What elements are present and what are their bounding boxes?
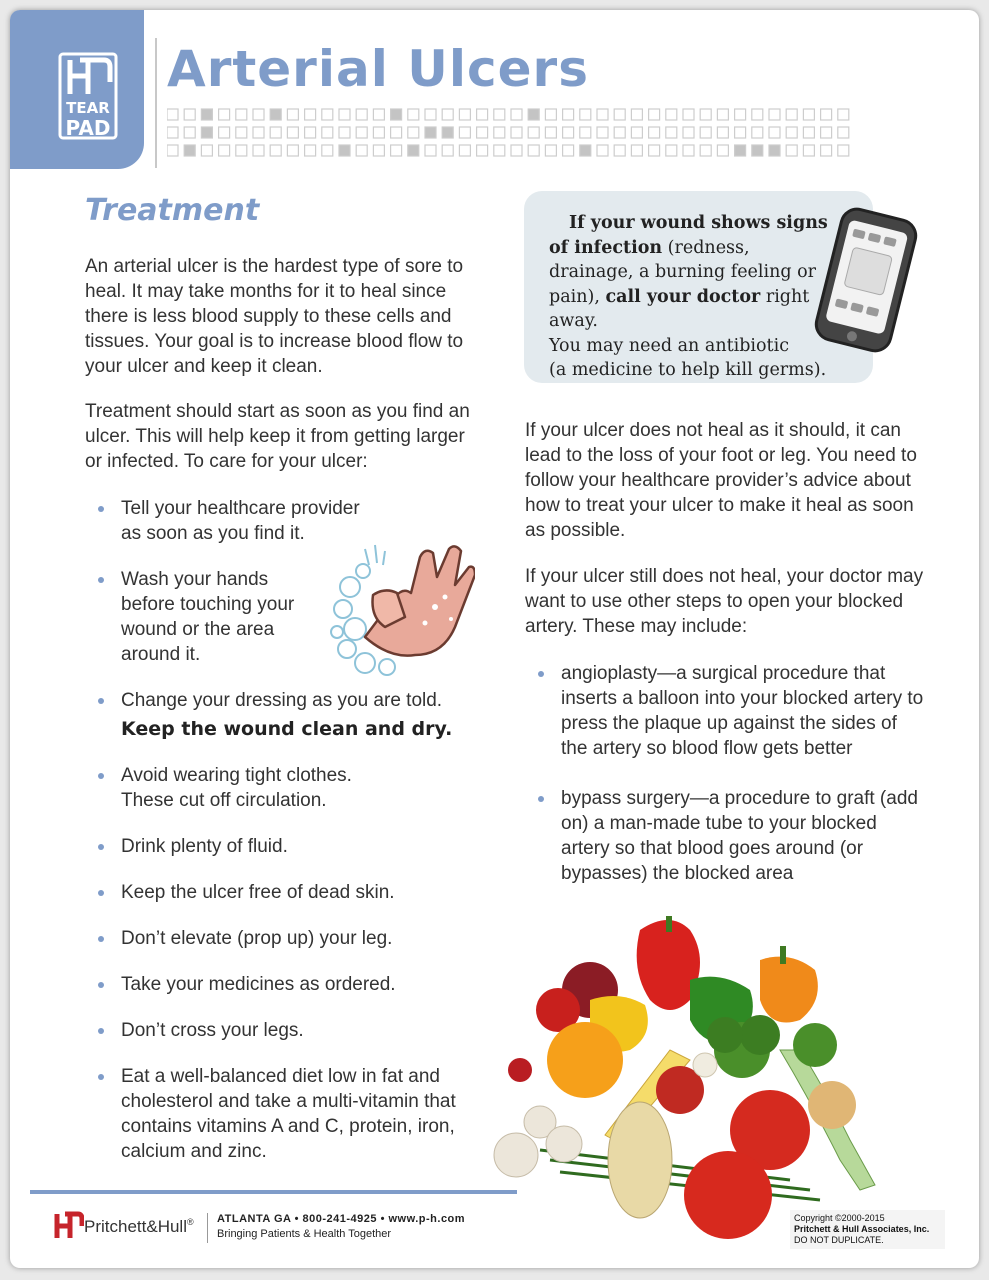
list-item-text: Change your dressing as you are told.	[121, 690, 443, 711]
logo-line1: TEAR	[66, 99, 110, 117]
callout-text-1: (redness, drainage, a burning feeling or pain),	[549, 237, 817, 307]
callout-line-4: (a medicine to help kill germs).	[549, 360, 827, 380]
procedure-list	[525, 661, 925, 886]
callout-text	[549, 211, 839, 383]
callout-text-2: right away.	[549, 286, 810, 331]
list-item	[85, 972, 485, 997]
section-heading-treatment: Treatment	[85, 193, 260, 228]
copyright-line-1: Copyright ©2000-2015	[794, 1213, 885, 1223]
list-item-text: Wash your hands before touching your wound or the area around it.	[121, 569, 295, 665]
logo-line2: PAD	[65, 116, 111, 140]
left-paragraph-2: Treatment should start as soon as you find an ulcer. This will help keep it from getting larger or infected. To care for your ulcer:	[85, 401, 470, 472]
tagline: Bringing Patients & Health Together	[217, 1228, 392, 1240]
list-item	[85, 763, 381, 813]
company-name	[84, 1217, 194, 1237]
footer-divider	[30, 1190, 517, 1194]
vegetables-illustration	[480, 900, 910, 1240]
right-paragraph-1: If your ulcer does not heal as it should, it can lead to the loss of your foot or leg. You need to follow your healthcare provider’s advice about how to treat your ulcer to make it heal as soon as possible.	[525, 420, 917, 541]
page	[10, 10, 979, 1268]
list-item	[85, 688, 485, 744]
header-divider	[155, 38, 157, 168]
list-item	[85, 1064, 479, 1164]
list-item	[85, 926, 485, 951]
right-paragraph-2: If your ulcer still does not heal, your doctor may want to use other steps to open your blocked artery. These may include:	[525, 566, 924, 637]
contact-line-1: ATLANTA GA • 800-241-4925 • www.p-h.com	[217, 1213, 466, 1225]
emphasis-text: Keep the wound clean and dry.	[121, 718, 453, 740]
contact-info	[217, 1212, 465, 1242]
tear-pad-logo-block	[10, 10, 144, 169]
list-item-text: Tell your healthcare provider as soon as you find it.	[121, 498, 360, 544]
list-item-text: Drink plenty of fluid.	[121, 836, 288, 857]
copyright-line-2: Pritchett & Hull Associates, Inc.	[794, 1224, 930, 1234]
pritchett-hull-logo-icon	[54, 1210, 84, 1242]
cell-phone-icon	[806, 205, 926, 355]
footer-separator	[207, 1213, 208, 1243]
hand-washing-illustration	[325, 537, 475, 677]
list-item	[85, 880, 485, 905]
copyright-line-3: DO NOT DUPLICATE.	[794, 1235, 884, 1245]
list-item-text: bypass surgery—a procedure to graft (add on) a man-made tube to your blocked artery so that blood goes around (or bypasses) the blocked area	[561, 788, 918, 884]
list-item-text: Avoid wearing tight clothes. These cut off circulation.	[121, 765, 352, 811]
list-item	[525, 661, 925, 761]
copyright-notice	[790, 1210, 945, 1249]
callout-bold-1: If your wound shows signs of infection	[549, 213, 828, 258]
left-paragraph-1: An arterial ulcer is the hardest type of sore to heal. It may take months for it to heal since there is less blood supply to these cells and tissues. Your goal is to increase blood flow to your ulcer and keep it clean.	[85, 256, 464, 377]
list-item	[85, 834, 485, 859]
decorative-square-pattern	[167, 108, 857, 158]
infection-warning-callout	[524, 191, 873, 383]
list-item	[525, 786, 925, 886]
list-item	[85, 1018, 485, 1043]
list-item-text: angioplasty—a surgical procedure that inserts a balloon into your blocked artery to press the plaque up against the sides of the artery so blood flow gets better	[561, 663, 924, 759]
list-item-text: Take your medicines as ordered.	[121, 974, 396, 995]
list-item-text: Eat a well-balanced diet low in fat and cholesterol and take a multi-vitamin that contains vitamins A and C, protein, iron, calcium and zinc.	[121, 1066, 456, 1162]
company-name-text: Pritchett&Hull	[84, 1217, 187, 1236]
page-title: Arterial Ulcers	[167, 40, 589, 98]
callout-line-3: You may need an antibiotic	[549, 335, 789, 356]
tear-pad-logo-text	[58, 98, 118, 138]
list-item-text: Keep the ulcer free of dead skin.	[121, 882, 395, 903]
list-item	[85, 567, 311, 667]
list-item-text: Don’t elevate (prop up) your leg.	[121, 928, 393, 949]
callout-bold-2: call your doctor	[605, 286, 761, 307]
registered-mark: ®	[186, 1217, 194, 1227]
list-item-text: Don’t cross your legs.	[121, 1020, 304, 1041]
